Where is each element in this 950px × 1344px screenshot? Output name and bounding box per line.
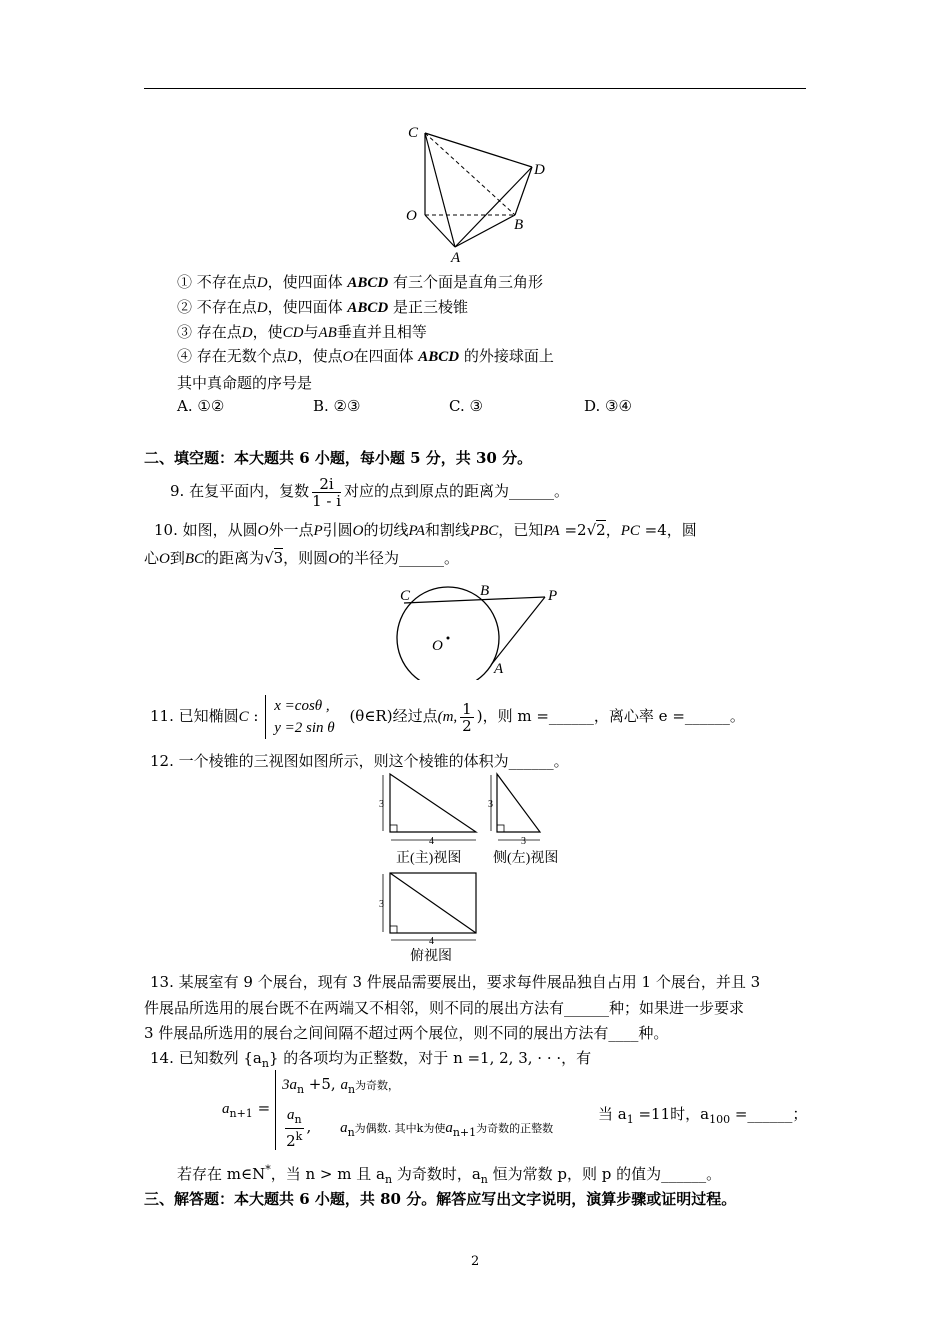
label-P: P (548, 588, 558, 604)
label-O: O (432, 638, 443, 654)
front-view-label: 正(主)视图 (396, 851, 462, 866)
svg-text:3: 3 (379, 799, 384, 810)
statement-2: ② 不存在点D，使四面体 ABCD 是正三棱锥 (177, 298, 469, 316)
fraction-2i-over-1-i: $\frac{2i}{1 - i}$ (312, 474, 342, 510)
question-13-line-1: 13. 某展室有 9 个展台，现有 3 件展品需要展出，要求每件展品独自占用 1 个展台，并且 3 (150, 973, 761, 991)
tetrahedron-figure (400, 120, 560, 265)
question-14-piecewise: $a_{n+1}$ = $3a_n +5$, $a_n$为奇数， $\frac{a_n}{2^k}$ , $a_n$为偶数. 其中k为使$a_{n+1}$为奇数的正整数 (222, 1070, 553, 1150)
label-B: B (514, 217, 524, 233)
option-c: C. ③ (449, 397, 483, 415)
question-prompt: 其中真命题的序号是 (177, 374, 313, 392)
svg-text:4: 4 (429, 836, 434, 847)
question-13-line-3: 3 件展品所选用的展台之间间隔不超过两个展位，则不同的展出方法有____种。 (144, 1024, 669, 1042)
question-13-line-2: 件展品所选用的展台既不在两端又不相邻，则不同的展出方法有______种；如果进一步要求 (144, 999, 745, 1017)
question-14-line-1: 14. 已知数列 $\{a_n\}$ 的各项均为正整数，对于 n =1, 2, 3, · · ·，有 (150, 1049, 592, 1070)
question-11: 11. 已知椭圆C : x =cosθ , y =2 sin θ (θ∈R)经过点(m, $\frac{1}{2}$ )，则 m =______，离心率 e =______。 (150, 688, 745, 745)
svg-text:4: 4 (429, 936, 434, 947)
question-9: 9. 在复平面内，复数 $\frac{2i}{1 - i}$ 对应的点到原点的距离为______。 (170, 474, 570, 510)
question-10-line-1: 10. 如图，从圆O外一点P引圆O的切线PA和割线PBC，已知PA =2√2，PC =4，圆 (154, 521, 697, 539)
section-2-heading: 二、填空题：本大题共 6 小题，每小题 5 分，共 30 分。 (144, 449, 533, 467)
svg-text:3: 3 (521, 836, 526, 847)
top-view-label: 俯视图 (410, 949, 452, 964)
question-14-when: 当 $a_1 =11$时，$a_{100}$ =______； (598, 1105, 808, 1126)
label-A: A (451, 250, 461, 265)
side-view-label: 侧(左)视图 (493, 851, 559, 866)
option-b: B. ②③ (313, 397, 361, 415)
question-14-line-3: 若存在 m∈N*，当 n > m 且 $a_n$ 为奇数时，$a_n$ 恒为常数 p，则 p 的值为______。 (177, 1163, 722, 1186)
label-C: C (408, 125, 419, 141)
label-O: O (406, 208, 417, 224)
question-12: 12. 一个棱锥的三视图如图所示，则这个棱锥的体积为______。 (150, 752, 569, 770)
statement-1: ① 不存在点D，使四面体 ABCD 有三个面是直角三角形 (177, 273, 544, 291)
svg-text:3: 3 (488, 799, 493, 810)
label-C: C (400, 588, 411, 604)
header-rule (144, 88, 806, 89)
label-A: A (494, 661, 504, 677)
circle-tangent-figure (390, 580, 570, 680)
page-number: 2 (471, 1254, 480, 1269)
three-views-figure (376, 770, 576, 965)
option-a: A. ①② (177, 397, 225, 415)
statement-3: ③ 存在点D，使CD与AB垂直并且相等 (177, 323, 427, 341)
section-3-heading: 三、解答题：本大题共 6 小题，共 80 分。解答应写出文字说明，演算步骤或证明过程。 (144, 1190, 737, 1208)
label-D: D (534, 162, 545, 178)
option-d: D. ③④ (584, 397, 632, 415)
svg-text:3: 3 (379, 899, 384, 910)
question-10-line-2: 心O到BC的距离为√3，则圆O的半径为______。 (144, 549, 460, 567)
label-B: B (480, 583, 490, 599)
statement-4: ④ 存在无数个点D，使点O在四面体 ABCD 的外接球面上 (177, 347, 554, 365)
